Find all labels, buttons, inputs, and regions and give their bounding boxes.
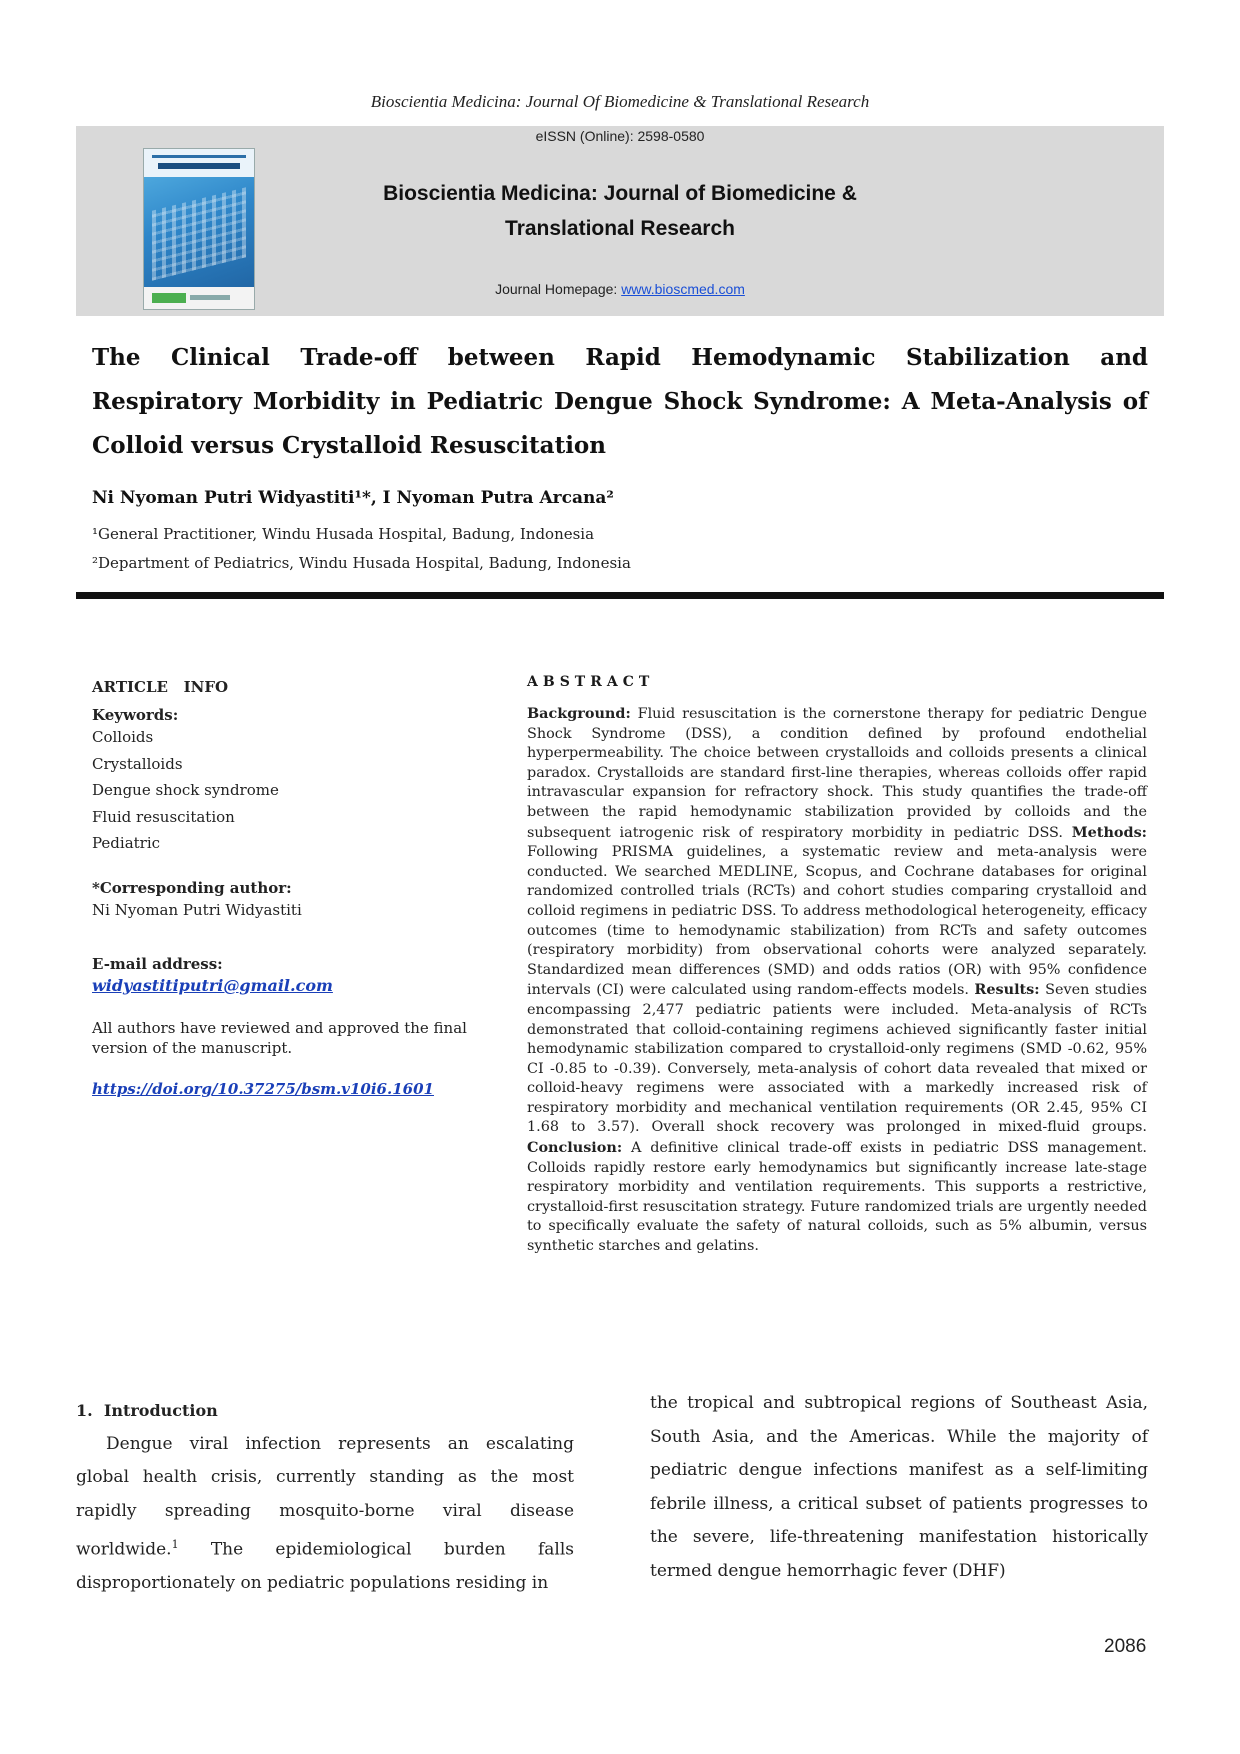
- doi-link[interactable]: https://doi.org/10.37275/bsm.v10i6.1601: [92, 1079, 434, 1098]
- homepage-link[interactable]: www.bioscmed.com: [621, 281, 745, 297]
- email-label: E-mail address:: [92, 955, 223, 973]
- keyword: Pediatric: [92, 834, 161, 852]
- article-info: [92, 678, 492, 1102]
- keywords-label: Keywords:: [92, 706, 179, 724]
- reference-marker: 1: [171, 1538, 179, 1551]
- journal-banner: [76, 126, 1164, 316]
- abstract-body: Background: Fluid resuscitation is the cornerstone therapy for pediatric Dengue Shock Syndrome (DSS), a condition defined by profound endothelial hyperpermeability. The choice between crystalloids and colloids presents a clinical paradox. Crystalloids are standard first-line therapies, whereas colloids offer rapid intravascular expansion for refractory shock. This study quantifies the trade-off between the rapid hemodynamic stabilization provided by colloids and the subsequent iatrogenic risk of respiratory morbidity in pediatric DSS. Methods: Following PRISMA guidelines, a systematic review and meta-analysis were conducted. We searched MEDLINE, Scopus, and Cochrane databases for original randomized controlled trials (RCTs) and cohort studies comparing crystalloid and colloid regimens in pediatric DSS. To address methodological heterogeneity, efficacy outcomes (time to hemodynamic stabilization) from RCTs and safety outcomes (respiratory morbidity) from observational cohorts were analyzed separately. Standardized mean differences (SMD) and odds ratios (OR) with 95% confidence intervals (CI) were calculated using random-effects models. Results: Seven studies encompassing 2,477 pediatric patients were included. Meta-analysis of RCTs demonstrated that colloid-containing regimens achieved significantly faster initial hemodynamic stabilization compared to crystalloid-only regimens (SMD -0.62, 95% CI -0.85 to -0.39). Conversely, meta-analysis of cohort data revealed that mixed or colloid-heavy regimens were associated with a markedly increased risk of respiratory morbidity and mechanical ventilation requirements (OR 2.45, 95% CI 1.68 to 3.57). Overall shock recovery was prolonged in mixed-fluid groups. Conclusion: A definitive clinical trade-off exists in pediatric DSS management. Colloids rapidly restore early hemodynamics but significantly increase late-stage respiratory morbidity and ventilation requirements. This supports a restrictive, crystalloid-first resuscitation strategy. Future randomized trials are urgently needed to specifically evaluate the safety of natural colloids, such as 5% albumin, versus synthetic starches and gelatins.: [527, 705, 1147, 1255]
- corresponding-label: *Corresponding author:: [92, 878, 292, 897]
- affiliation-1: ¹General Practitioner, Windu Husada Hospital, Badung, Indonesia: [92, 525, 595, 543]
- authors: Ni Nyoman Putri Widyastiti¹*, I Nyoman Putra Arcana²: [92, 488, 614, 508]
- keyword: Colloids: [92, 728, 154, 746]
- journal-title: Bioscientia Medicina: Journal of Biomedicine & Translational Research: [383, 182, 857, 240]
- approval-note: All authors have reviewed and approved the final version of the manuscript.: [92, 1018, 467, 1057]
- keyword: Fluid resuscitation: [92, 807, 235, 826]
- eissn: eISSN (Online): 2598-0580: [535, 128, 705, 144]
- abstract-heading: ABSTRACT: [527, 674, 655, 690]
- email-link[interactable]: widyastitiputri@gmail.com: [92, 976, 333, 995]
- introduction-right-column: the tropical and subtropical regions of Southeast Asia, South Asia, and the Americas. While the majority of pediatric dengue infections manifest as a self-limiting febrile illness, a critical subset of patients progresses to the severe, life-threatening manifestation historically termed dengue hemorrhagic fever (DHF): [650, 1393, 1148, 1581]
- article-info-heading: ARTICLE INFO: [92, 678, 229, 696]
- journal-homepage: Journal Homepage: www.bioscmed.com: [495, 281, 745, 297]
- corresponding-name: Ni Nyoman Putri Widyastiti: [92, 900, 302, 919]
- header-divider: [76, 592, 1164, 599]
- keyword: Dengue shock syndrome: [92, 781, 279, 799]
- paper-title: The Clinical Trade-off between Rapid Hemodynamic Stabilization and Respiratory Morbidity in Pediatric Dengue Shock Syndrome: A Meta-Analysis of Colloid versus Crystalloid Resuscitation: [92, 344, 1148, 459]
- running-head: Bioscientia Medicina: Journal Of Biomedicine & Translational Research: [370, 92, 870, 111]
- page-number: 2086: [1104, 1636, 1147, 1657]
- affiliation-2: ²Department of Pediatrics, Windu Husada Hospital, Badung, Indonesia: [92, 554, 631, 572]
- introduction-heading: 1. Introduction: [76, 1401, 218, 1420]
- introduction-left-column: [76, 1394, 574, 1601]
- abstract: [527, 674, 1147, 1257]
- keyword: Crystalloids: [92, 754, 183, 773]
- introduction-paragraph: Dengue viral infection represents an escalating global health crisis, currently standing as the most rapidly spreading mosquito-borne viral disease worldwide.$^1$ The epidemiological burden falls disproportionately on pediatric populations residing in: [76, 1433, 574, 1594]
